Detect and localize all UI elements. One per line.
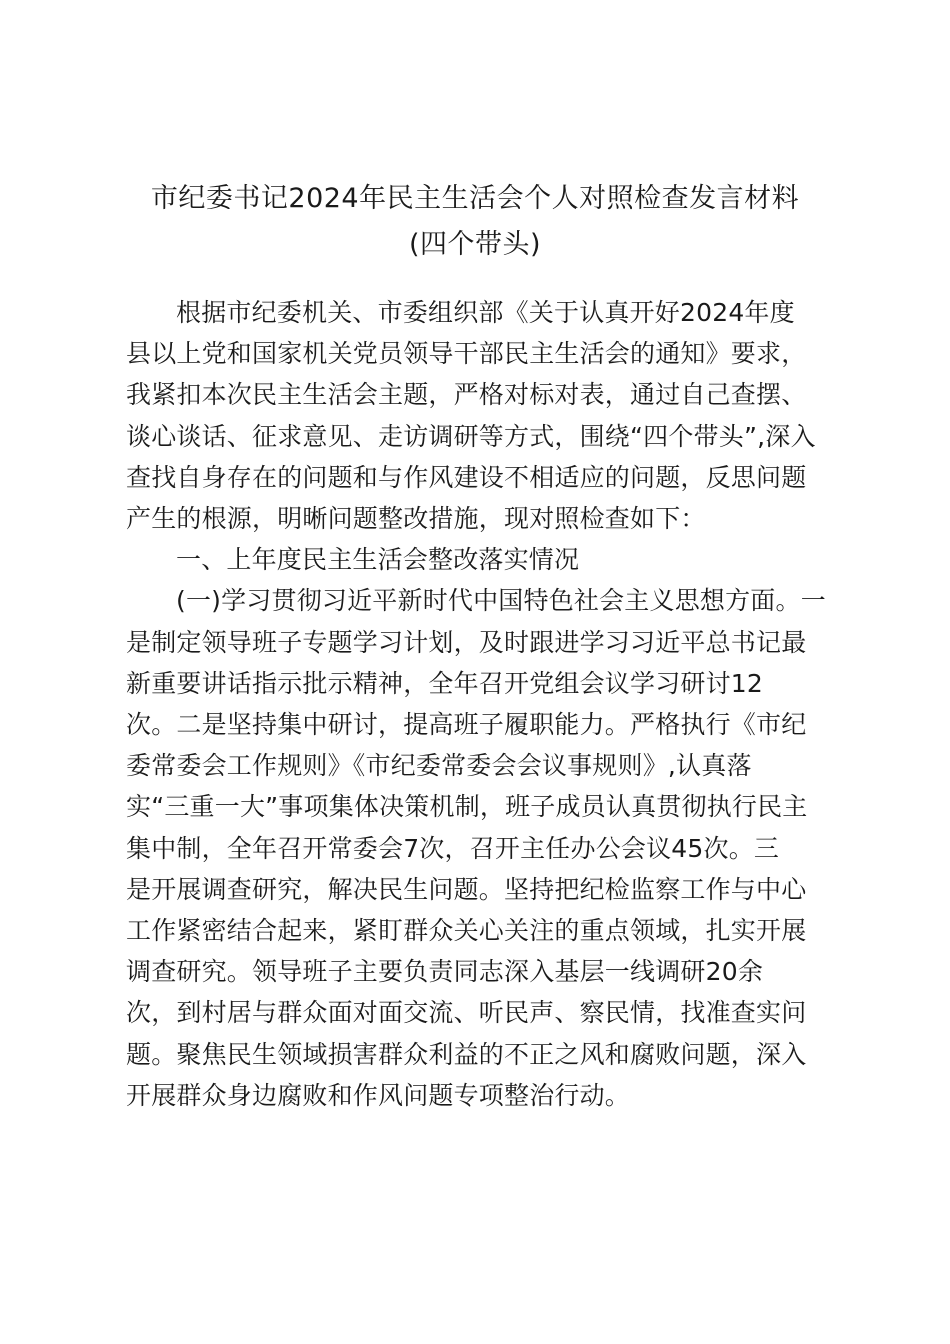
body-text-line: 次。二是坚持集中研讨，提高班子履职能力。严格执行《市纪: [126, 710, 807, 740]
body-text-line: 工作紧密结合起来，紧盯群众关心关注的重点领域，扎实开展: [126, 916, 807, 946]
body-text-line: 题。聚焦民生领域损害群众利益的不正之风和腐败问题，深入: [126, 1039, 807, 1069]
title-line-1: 市纪委书记2024年民主生活会个人对照检查发言材料: [150, 183, 800, 214]
body-text-line: 根据市纪委机关、市委组织部《关于认真开好2024年度: [176, 298, 795, 327]
body-text-line: (一)学习贯彻习近平新时代中国特色社会主义思想方面。一: [176, 586, 826, 616]
title-line-2: (四个带头): [408, 229, 542, 260]
body-text-line: 调查研究。领导班子主要负责同志深入基层一线调研20余: [126, 957, 764, 987]
body-text-line: 次，到村居与群众面对面交流、听民声、察民情，找准查实问: [126, 998, 807, 1028]
body-text-line: 产生的根源，明晰问题整改措施，现对照检查如下：: [126, 504, 706, 534]
body-text-line: 一、上年度民主生活会整改落实情况: [176, 545, 580, 575]
body-text-line: 县以上党和国家机关党员领导干部民主生活会的通知》要求，: [126, 339, 807, 369]
body-text-line: 开展群众身边腐败和作风问题专项整治行动。: [126, 1080, 631, 1110]
body-text-line: 查找自身存在的问题和与作风建设不相适应的问题，反思问题: [126, 462, 807, 492]
document-title: [100, 176, 850, 268]
body-text-line: 我紧扣本次民主生活会主题，严格对标对表，通过自己查摆、: [126, 380, 807, 410]
body-text-line: 谈心谈话、征求意见、走访调研等方式，围绕“四个带头”,深入: [126, 421, 816, 451]
body-text-line: 是制定领导班子专题学习计划，及时跟进学习习近平总书记最: [126, 627, 807, 657]
document-body: [126, 292, 826, 1116]
body-text-line: 实“三重一大”事项集体决策机制，班子成员认真贯彻执行民主: [126, 792, 808, 822]
body-text-line: 集中制，全年召开常委会7次，召开主任办公会议45次。三: [126, 833, 780, 863]
body-text-line: 是开展调查研究，解决民生问题。坚持把纪检监察工作与中心: [126, 874, 807, 904]
body-text-line: 新重要讲话指示批示精神，全年召开党组会议学习研讨12: [126, 668, 764, 698]
body-text-line: 委常委会工作规则》《市纪委常委会会议事规则》,认真落: [126, 751, 752, 781]
